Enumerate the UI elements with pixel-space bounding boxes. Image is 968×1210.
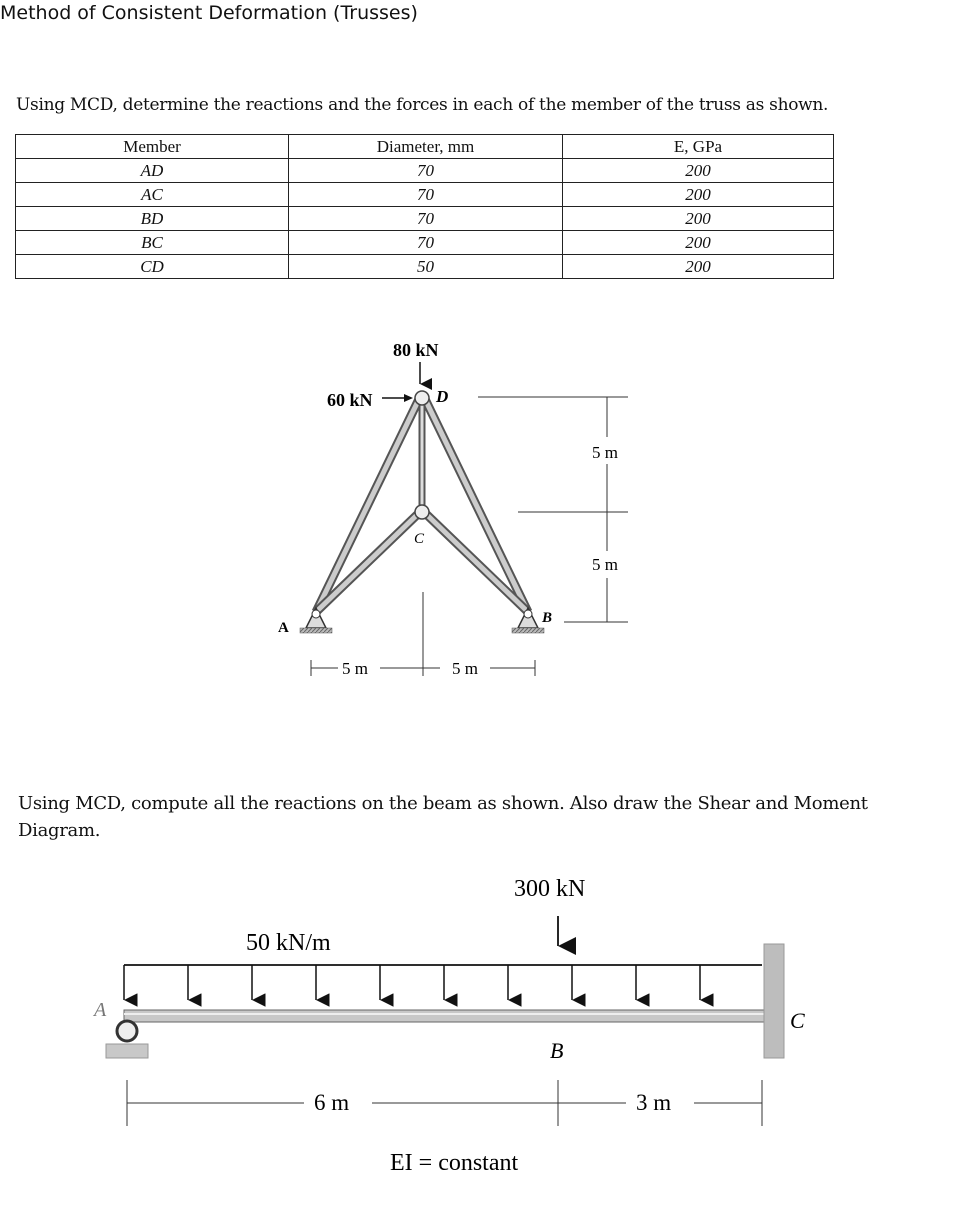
cell-modulus: 200 bbox=[563, 255, 834, 279]
support-a bbox=[300, 608, 332, 633]
load-80kn-label: 80 kN bbox=[393, 340, 439, 360]
node-c-label: C bbox=[414, 531, 425, 547]
load-60kn-label: 60 kN bbox=[327, 390, 373, 410]
joint-c bbox=[415, 505, 429, 519]
cell-member: AD bbox=[16, 159, 289, 183]
dim-h1-label: 5 m bbox=[342, 659, 368, 678]
roller-support-a bbox=[106, 1021, 148, 1058]
horizontal-dimensions bbox=[311, 592, 535, 678]
beam-figure bbox=[0, 860, 968, 1200]
joint-d bbox=[415, 391, 429, 405]
cell-modulus: 200 bbox=[563, 207, 834, 231]
support-b bbox=[512, 608, 544, 633]
dim-v1-label: 5 m bbox=[592, 443, 618, 462]
support-a-label: A bbox=[94, 999, 107, 1021]
node-d-label: D bbox=[436, 387, 449, 406]
header-diameter: Diameter, mm bbox=[289, 135, 563, 159]
cell-modulus: 200 bbox=[563, 159, 834, 183]
header-member: Member bbox=[16, 135, 289, 159]
dim-v2-label: 5 m bbox=[592, 555, 618, 574]
cell-member: BD bbox=[16, 207, 289, 231]
cell-diameter: 70 bbox=[289, 207, 563, 231]
dim-3m-label: 3 m bbox=[636, 1090, 672, 1115]
dim-h2-label: 5 m bbox=[452, 659, 478, 678]
fixed-support-c bbox=[764, 944, 784, 1058]
beam-dimensions bbox=[127, 1080, 762, 1126]
ei-constant-label: EI = constant bbox=[390, 1150, 519, 1176]
distributed-load bbox=[124, 965, 762, 1000]
cell-modulus: 200 bbox=[563, 231, 834, 255]
point-load-label: 300 kN bbox=[514, 876, 586, 902]
problem-1-statement: Using MCD, determine the reactions and the forces in each of the member of the truss as shown. bbox=[16, 95, 829, 115]
cell-diameter: 50 bbox=[289, 255, 563, 279]
problem-2-statement: Using MCD, compute all the reactions on the beam as shown. Also draw the Shear and Moment Diagram. bbox=[18, 793, 868, 841]
node-b-label: B bbox=[542, 610, 553, 626]
load-60kn-arrowhead bbox=[404, 394, 413, 402]
cell-diameter: 70 bbox=[289, 183, 563, 207]
header-modulus: E, GPa bbox=[563, 135, 834, 159]
dim-6m-label: 6 m bbox=[314, 1090, 350, 1115]
cell-member: BC bbox=[16, 231, 289, 255]
point-b-label: B bbox=[550, 1038, 564, 1063]
cell-member: CD bbox=[16, 255, 289, 279]
beam bbox=[124, 1010, 764, 1022]
node-a-label: A bbox=[278, 620, 289, 636]
cell-diameter: 70 bbox=[289, 159, 563, 183]
cell-modulus: 200 bbox=[563, 183, 834, 207]
cell-diameter: 70 bbox=[289, 231, 563, 255]
page-title: Method of Consistent Deformation (Trusses) bbox=[0, 2, 418, 24]
support-c-label: C bbox=[790, 1008, 805, 1033]
distributed-load-label: 50 kN/m bbox=[246, 930, 331, 956]
cell-member: AC bbox=[16, 183, 289, 207]
